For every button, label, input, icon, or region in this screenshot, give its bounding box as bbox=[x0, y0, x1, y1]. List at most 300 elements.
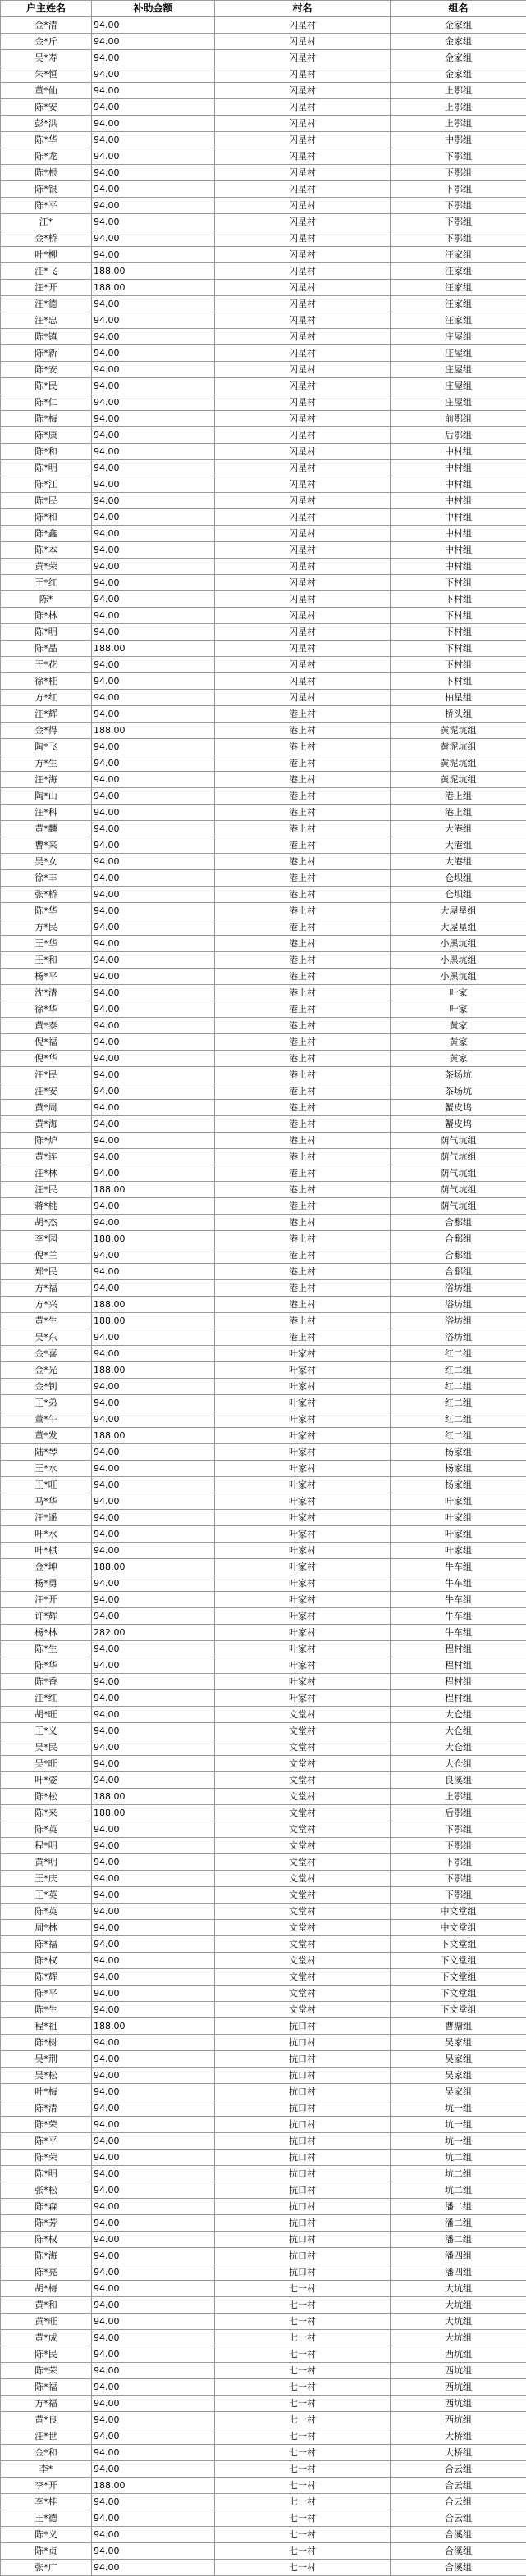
table-row bbox=[1, 1165, 526, 1182]
table-row bbox=[1, 2018, 526, 2035]
table-row bbox=[1, 1739, 526, 1756]
village-cell: 闪星村 bbox=[215, 378, 391, 394]
group-cell: 后鄂组 bbox=[391, 427, 526, 444]
village-cell: 港上村 bbox=[215, 1264, 391, 1280]
subsidy-amount-cell: 94.00 bbox=[92, 608, 215, 624]
group-cell: 大仓组 bbox=[391, 1707, 526, 1723]
subsidy-amount-cell: 188.00 bbox=[92, 263, 215, 280]
subsidy-amount-cell: 94.00 bbox=[92, 2461, 215, 2478]
household-head-cell: 李*桂 bbox=[1, 2494, 92, 2510]
household-head-cell: 倪*兰 bbox=[1, 1247, 92, 1264]
village-cell: 港上村 bbox=[215, 1018, 391, 1034]
table-row bbox=[1, 198, 526, 214]
village-cell: 闪星村 bbox=[215, 427, 391, 444]
group-cell: 浴坊组 bbox=[391, 1297, 526, 1313]
group-cell: 大坑组 bbox=[391, 2297, 526, 2314]
group-cell: 合云组 bbox=[391, 2461, 526, 2478]
household-head-cell: 陈*明 bbox=[1, 460, 92, 476]
table-row bbox=[1, 460, 526, 476]
household-head-cell: 黄*连 bbox=[1, 1149, 92, 1165]
subsidy-amount-cell: 94.00 bbox=[92, 2510, 215, 2527]
table-row bbox=[1, 526, 526, 542]
header-village: 村名 bbox=[215, 1, 391, 17]
household-head-cell: 汪*飞 bbox=[1, 263, 92, 280]
table-row bbox=[1, 608, 526, 624]
table-row bbox=[1, 690, 526, 706]
subsidy-amount-cell: 94.00 bbox=[92, 1346, 215, 1362]
group-cell: 杨家组 bbox=[391, 1477, 526, 1493]
group-cell: 汪家组 bbox=[391, 247, 526, 263]
table-row bbox=[1, 1707, 526, 1723]
table-row bbox=[1, 1821, 526, 1838]
household-head-cell: 张*桥 bbox=[1, 887, 92, 903]
table-row bbox=[1, 116, 526, 132]
subsidy-amount-cell: 94.00 bbox=[92, 165, 215, 181]
group-cell: 西坑组 bbox=[391, 2363, 526, 2379]
village-cell: 七一村 bbox=[215, 2461, 391, 2478]
group-cell: 程村组 bbox=[391, 1674, 526, 1690]
table-row bbox=[1, 66, 526, 83]
table-row bbox=[1, 2396, 526, 2412]
village-cell: 闪星村 bbox=[215, 624, 391, 641]
village-cell: 港上村 bbox=[215, 854, 391, 870]
subsidy-amount-cell: 94.00 bbox=[92, 2412, 215, 2428]
table-row bbox=[1, 345, 526, 362]
subsidy-amount-cell: 188.00 bbox=[92, 1428, 215, 1444]
subsidy-amount-cell: 94.00 bbox=[92, 411, 215, 427]
group-cell: 杨家组 bbox=[391, 1444, 526, 1461]
table-row bbox=[1, 2412, 526, 2428]
subsidy-amount-cell: 94.00 bbox=[92, 1904, 215, 1920]
subsidy-amount-cell: 94.00 bbox=[92, 2428, 215, 2445]
subsidy-amount-cell: 94.00 bbox=[92, 1329, 215, 1346]
table-row bbox=[1, 165, 526, 181]
table-row bbox=[1, 969, 526, 985]
subsidy-amount-cell: 94.00 bbox=[92, 2215, 215, 2232]
village-cell: 闪星村 bbox=[215, 657, 391, 673]
group-cell: 叶家组 bbox=[391, 1526, 526, 1543]
group-cell: 吴家组 bbox=[391, 2068, 526, 2084]
household-head-cell: 王*义 bbox=[1, 1723, 92, 1739]
subsidy-amount-cell: 282.00 bbox=[92, 1625, 215, 1641]
group-cell: 黄家 bbox=[391, 1034, 526, 1051]
village-cell: 港上村 bbox=[215, 936, 391, 952]
group-cell: 中文堂组 bbox=[391, 1920, 526, 1936]
village-cell: 闪星村 bbox=[215, 526, 391, 542]
table-row bbox=[1, 641, 526, 657]
subsidy-amount-cell: 94.00 bbox=[92, 575, 215, 591]
subsidy-amount-cell: 94.00 bbox=[92, 132, 215, 148]
table-row bbox=[1, 2478, 526, 2494]
household-head-cell: 程*祖 bbox=[1, 2018, 92, 2035]
village-cell: 七一村 bbox=[215, 2396, 391, 2412]
subsidy-amount-cell: 94.00 bbox=[92, 394, 215, 411]
village-cell: 闪星村 bbox=[215, 542, 391, 559]
table-row bbox=[1, 1510, 526, 1526]
table-row bbox=[1, 148, 526, 165]
subsidy-amount-cell: 94.00 bbox=[92, 2314, 215, 2330]
table-row bbox=[1, 821, 526, 837]
village-cell: 港上村 bbox=[215, 1297, 391, 1313]
subsidy-amount-cell: 94.00 bbox=[92, 1772, 215, 1789]
household-head-cell: 陈*福 bbox=[1, 1936, 92, 1953]
subsidy-amount-cell: 94.00 bbox=[92, 526, 215, 542]
village-cell: 文堂村 bbox=[215, 2002, 391, 2018]
village-cell: 港上村 bbox=[215, 1051, 391, 1067]
village-cell: 七一村 bbox=[215, 2297, 391, 2314]
household-head-cell: 陈*安 bbox=[1, 362, 92, 378]
subsidy-amount-cell: 94.00 bbox=[92, 919, 215, 936]
group-cell: 荫气坑组 bbox=[391, 1133, 526, 1149]
village-cell: 闪星村 bbox=[215, 165, 391, 181]
group-cell: 合云组 bbox=[391, 2478, 526, 2494]
subsidy-amount-cell: 94.00 bbox=[92, 772, 215, 788]
table-row bbox=[1, 706, 526, 723]
group-cell: 合鄱组 bbox=[391, 1247, 526, 1264]
village-cell: 七一村 bbox=[215, 2330, 391, 2346]
table-row bbox=[1, 739, 526, 755]
group-cell: 合鄱组 bbox=[391, 1264, 526, 1280]
subsidy-amount-cell: 94.00 bbox=[92, 1526, 215, 1543]
table-row bbox=[1, 476, 526, 493]
household-head-cell: 陈*仁 bbox=[1, 394, 92, 411]
household-head-cell: 蒋*桃 bbox=[1, 1198, 92, 1215]
subsidy-amount-cell: 94.00 bbox=[92, 2330, 215, 2346]
subsidy-amount-cell: 94.00 bbox=[92, 2527, 215, 2543]
group-cell: 庄屋组 bbox=[391, 329, 526, 345]
household-head-cell: 陈*明 bbox=[1, 2166, 92, 2182]
group-cell: 小黑坑组 bbox=[391, 952, 526, 969]
household-head-cell: 黄*和 bbox=[1, 2297, 92, 2314]
village-cell: 闪星村 bbox=[215, 230, 391, 247]
village-cell: 港上村 bbox=[215, 739, 391, 755]
household-head-cell: 陈*华 bbox=[1, 903, 92, 919]
table-row bbox=[1, 2363, 526, 2379]
group-cell: 金家组 bbox=[391, 50, 526, 66]
subsidy-amount-cell: 94.00 bbox=[92, 493, 215, 509]
group-cell: 下鄂组 bbox=[391, 148, 526, 165]
household-head-cell: 黄*麟 bbox=[1, 821, 92, 837]
household-head-cell: 陈*芳 bbox=[1, 2215, 92, 2232]
group-cell: 港上组 bbox=[391, 805, 526, 821]
subsidy-amount-cell: 188.00 bbox=[92, 2018, 215, 2035]
village-cell: 抗口村 bbox=[215, 2199, 391, 2215]
household-head-cell: 朱*恒 bbox=[1, 66, 92, 83]
household-head-cell: 汪*开 bbox=[1, 280, 92, 296]
subsidy-amount-cell: 94.00 bbox=[92, 1247, 215, 1264]
table-row bbox=[1, 1379, 526, 1395]
table-row bbox=[1, 2248, 526, 2264]
village-cell: 叶家村 bbox=[215, 1411, 391, 1428]
subsidy-amount-cell: 94.00 bbox=[92, 1986, 215, 2002]
table-row bbox=[1, 2281, 526, 2297]
group-cell: 中鄂组 bbox=[391, 132, 526, 148]
table-row bbox=[1, 362, 526, 378]
table-row bbox=[1, 1657, 526, 1674]
village-cell: 闪星村 bbox=[215, 116, 391, 132]
household-head-cell: 金*和 bbox=[1, 2445, 92, 2461]
village-cell: 港上村 bbox=[215, 837, 391, 854]
subsidy-amount-cell: 188.00 bbox=[92, 2478, 215, 2494]
group-cell: 下鄂组 bbox=[391, 230, 526, 247]
group-cell: 下鄂组 bbox=[391, 181, 526, 198]
subsidy-amount-cell: 94.00 bbox=[92, 854, 215, 870]
header-group: 组名 bbox=[391, 1, 526, 17]
household-head-cell: 徐*丰 bbox=[1, 870, 92, 887]
household-head-cell: 黄*旺 bbox=[1, 2314, 92, 2330]
household-head-cell: 王*水 bbox=[1, 1461, 92, 1477]
table-row bbox=[1, 1198, 526, 1215]
subsidy-amount-cell: 94.00 bbox=[92, 17, 215, 34]
group-cell: 仓坝组 bbox=[391, 870, 526, 887]
group-cell: 西坑组 bbox=[391, 2379, 526, 2396]
group-cell: 庄屋组 bbox=[391, 362, 526, 378]
group-cell: 下文堂组 bbox=[391, 1936, 526, 1953]
subsidy-amount-cell: 94.00 bbox=[92, 1608, 215, 1625]
table-row bbox=[1, 2297, 526, 2314]
group-cell: 吴家组 bbox=[391, 2035, 526, 2051]
household-head-cell: 金*斤 bbox=[1, 34, 92, 50]
household-head-cell: 汪*世 bbox=[1, 2428, 92, 2445]
village-cell: 闪星村 bbox=[215, 214, 391, 230]
table-row bbox=[1, 493, 526, 509]
village-cell: 文堂村 bbox=[215, 1805, 391, 1821]
household-head-cell: 叶*棋 bbox=[1, 1543, 92, 1559]
household-head-cell: 汪*辉 bbox=[1, 706, 92, 723]
village-cell: 闪星村 bbox=[215, 198, 391, 214]
table-row bbox=[1, 17, 526, 34]
group-cell: 后鄂组 bbox=[391, 1805, 526, 1821]
household-head-cell: 方*福 bbox=[1, 2396, 92, 2412]
subsidy-amount-cell: 94.00 bbox=[92, 2199, 215, 2215]
table-row bbox=[1, 1904, 526, 1920]
subsidy-amount-cell: 94.00 bbox=[92, 821, 215, 837]
group-cell: 上鄂组 bbox=[391, 1789, 526, 1805]
village-cell: 抗口村 bbox=[215, 2084, 391, 2100]
table-row bbox=[1, 1986, 526, 2002]
table-row bbox=[1, 1116, 526, 1133]
village-cell: 闪星村 bbox=[215, 280, 391, 296]
subsidy-amount-cell: 94.00 bbox=[92, 509, 215, 526]
subsidy-amount-cell: 94.00 bbox=[92, 952, 215, 969]
household-head-cell: 陈*康 bbox=[1, 427, 92, 444]
group-cell: 坑一组 bbox=[391, 2133, 526, 2150]
subsidy-amount-cell: 94.00 bbox=[92, 1001, 215, 1018]
table-row bbox=[1, 1887, 526, 1904]
table-row bbox=[1, 444, 526, 460]
household-head-cell: 陈*义 bbox=[1, 2527, 92, 2543]
subsidy-amount-cell: 94.00 bbox=[92, 1215, 215, 1231]
village-cell: 港上村 bbox=[215, 1182, 391, 1198]
group-cell: 黄家 bbox=[391, 1051, 526, 1067]
subsidy-amount-cell: 94.00 bbox=[92, 591, 215, 608]
subsidy-amount-cell: 94.00 bbox=[92, 1083, 215, 1100]
group-cell: 牛车组 bbox=[391, 1608, 526, 1625]
village-cell: 叶家村 bbox=[215, 1625, 391, 1641]
subsidy-amount-cell: 188.00 bbox=[92, 1789, 215, 1805]
village-cell: 叶家村 bbox=[215, 1346, 391, 1362]
table-row bbox=[1, 673, 526, 690]
village-cell: 文堂村 bbox=[215, 1756, 391, 1772]
subsidy-amount-cell: 94.00 bbox=[92, 116, 215, 132]
table-body bbox=[1, 17, 526, 2576]
village-cell: 文堂村 bbox=[215, 1838, 391, 1854]
subsidy-amount-cell: 94.00 bbox=[92, 83, 215, 99]
household-head-cell: 陈*民 bbox=[1, 2346, 92, 2363]
subsidy-amount-cell: 94.00 bbox=[92, 2068, 215, 2084]
group-cell: 下鄂组 bbox=[391, 1854, 526, 1871]
village-cell: 文堂村 bbox=[215, 1986, 391, 2002]
village-cell: 闪星村 bbox=[215, 329, 391, 345]
household-head-cell: 王*英 bbox=[1, 1887, 92, 1904]
subsidy-amount-cell: 94.00 bbox=[92, 2363, 215, 2379]
group-cell: 中村组 bbox=[391, 526, 526, 542]
group-cell: 中村组 bbox=[391, 559, 526, 575]
group-cell: 柏星组 bbox=[391, 690, 526, 706]
table-row bbox=[1, 1772, 526, 1789]
group-cell: 大坑组 bbox=[391, 2330, 526, 2346]
village-cell: 文堂村 bbox=[215, 1920, 391, 1936]
table-row bbox=[1, 1543, 526, 1559]
subsidy-amount-cell: 94.00 bbox=[92, 214, 215, 230]
table-row bbox=[1, 1526, 526, 1543]
village-cell: 港上村 bbox=[215, 1247, 391, 1264]
household-head-cell: 黄*良 bbox=[1, 2412, 92, 2428]
table-row bbox=[1, 624, 526, 641]
table-row bbox=[1, 1969, 526, 1986]
group-cell: 西坑组 bbox=[391, 2412, 526, 2428]
subsidy-amount-cell: 94.00 bbox=[92, 345, 215, 362]
group-cell: 坑二组 bbox=[391, 2166, 526, 2182]
table-row bbox=[1, 230, 526, 247]
subsidy-amount-cell: 188.00 bbox=[92, 1805, 215, 1821]
village-cell: 七一村 bbox=[215, 2543, 391, 2560]
group-cell: 荫气坑组 bbox=[391, 1198, 526, 1215]
subsidy-amount-cell: 188.00 bbox=[92, 1362, 215, 1379]
household-head-cell: 彭*洪 bbox=[1, 116, 92, 132]
village-cell: 文堂村 bbox=[215, 1969, 391, 1986]
table-row bbox=[1, 2510, 526, 2527]
table-row bbox=[1, 2100, 526, 2117]
group-cell: 叶家 bbox=[391, 1001, 526, 1018]
household-head-cell: 汪*林 bbox=[1, 1165, 92, 1182]
household-head-cell: 胡*杰 bbox=[1, 1215, 92, 1231]
household-head-cell: 王*华 bbox=[1, 936, 92, 952]
table-row bbox=[1, 1592, 526, 1608]
table-row bbox=[1, 1067, 526, 1083]
village-cell: 抗口村 bbox=[215, 2018, 391, 2035]
subsidy-amount-cell: 94.00 bbox=[92, 230, 215, 247]
village-cell: 港上村 bbox=[215, 919, 391, 936]
village-cell: 叶家村 bbox=[215, 1510, 391, 1526]
household-head-cell: 陈*福 bbox=[1, 2379, 92, 2396]
group-cell: 下村组 bbox=[391, 575, 526, 591]
subsidy-amount-cell: 188.00 bbox=[92, 280, 215, 296]
village-cell: 文堂村 bbox=[215, 1854, 391, 1871]
village-cell: 港上村 bbox=[215, 1083, 391, 1100]
household-head-cell: 王*花 bbox=[1, 657, 92, 673]
group-cell: 下文堂组 bbox=[391, 2002, 526, 2018]
table-row bbox=[1, 1690, 526, 1707]
group-cell: 红二组 bbox=[391, 1411, 526, 1428]
household-head-cell: 陈*亮 bbox=[1, 2264, 92, 2281]
table-row bbox=[1, 1477, 526, 1493]
subsidy-amount-cell: 94.00 bbox=[92, 1674, 215, 1690]
village-cell: 闪星村 bbox=[215, 247, 391, 263]
village-cell: 港上村 bbox=[215, 1215, 391, 1231]
household-head-cell: 周*林 bbox=[1, 1920, 92, 1936]
household-head-cell: 王*德 bbox=[1, 2510, 92, 2527]
subsidy-amount-cell: 94.00 bbox=[92, 1133, 215, 1149]
village-cell: 港上村 bbox=[215, 788, 391, 805]
household-head-cell: 陈*生 bbox=[1, 1641, 92, 1657]
village-cell: 港上村 bbox=[215, 985, 391, 1001]
household-head-cell: 吴*女 bbox=[1, 854, 92, 870]
household-head-cell: 吴*民 bbox=[1, 1739, 92, 1756]
subsidy-amount-cell: 188.00 bbox=[92, 1313, 215, 1329]
group-cell: 大仓组 bbox=[391, 1756, 526, 1772]
table-row bbox=[1, 329, 526, 345]
group-cell: 下文堂组 bbox=[391, 1969, 526, 1986]
village-cell: 叶家村 bbox=[215, 1493, 391, 1510]
table-row bbox=[1, 509, 526, 526]
subsidy-amount-cell: 94.00 bbox=[92, 1051, 215, 1067]
table-row bbox=[1, 1149, 526, 1165]
subsidy-amount-cell: 94.00 bbox=[92, 788, 215, 805]
group-cell: 下村组 bbox=[391, 608, 526, 624]
subsidy-amount-cell: 94.00 bbox=[92, 99, 215, 116]
subsidy-amount-cell: 94.00 bbox=[92, 2133, 215, 2150]
subsidy-amount-cell: 94.00 bbox=[92, 805, 215, 821]
subsidy-amount-cell: 94.00 bbox=[92, 887, 215, 903]
table-row bbox=[1, 83, 526, 99]
village-cell: 抗口村 bbox=[215, 2248, 391, 2264]
table-row bbox=[1, 1608, 526, 1625]
household-head-cell: 陈*英 bbox=[1, 1821, 92, 1838]
group-cell: 汪家组 bbox=[391, 312, 526, 329]
group-cell: 大桥组 bbox=[391, 2428, 526, 2445]
group-cell: 大屋星组 bbox=[391, 919, 526, 936]
subsidy-amount-cell: 94.00 bbox=[92, 34, 215, 50]
subsidy-amount-cell: 94.00 bbox=[92, 1887, 215, 1904]
subsidy-amount-cell: 94.00 bbox=[92, 903, 215, 919]
household-head-cell: 吴*寿 bbox=[1, 50, 92, 66]
household-head-cell: 张*松 bbox=[1, 2182, 92, 2199]
subsidy-amount-cell: 94.00 bbox=[92, 296, 215, 312]
household-head-cell: 吴*东 bbox=[1, 1329, 92, 1346]
subsidy-amount-cell: 188.00 bbox=[92, 1231, 215, 1247]
table-row bbox=[1, 50, 526, 66]
village-cell: 抗口村 bbox=[215, 2051, 391, 2068]
subsidy-amount-cell: 94.00 bbox=[92, 936, 215, 952]
group-cell: 下村组 bbox=[391, 641, 526, 657]
table-row bbox=[1, 132, 526, 148]
village-cell: 七一村 bbox=[215, 2494, 391, 2510]
header-row bbox=[1, 1, 526, 17]
village-cell: 闪星村 bbox=[215, 509, 391, 526]
village-cell: 叶家村 bbox=[215, 1608, 391, 1625]
household-head-cell: 金*坤 bbox=[1, 1559, 92, 1575]
household-head-cell: 陈*明 bbox=[1, 624, 92, 641]
group-cell: 小黑坑组 bbox=[391, 936, 526, 952]
village-cell: 港上村 bbox=[215, 1034, 391, 1051]
household-head-cell: 金*桥 bbox=[1, 230, 92, 247]
group-cell: 大屋星组 bbox=[391, 903, 526, 919]
subsidy-amount-cell: 94.00 bbox=[92, 2494, 215, 2510]
table-row bbox=[1, 936, 526, 952]
household-head-cell: 陈*辉 bbox=[1, 1969, 92, 1986]
village-cell: 七一村 bbox=[215, 2346, 391, 2363]
